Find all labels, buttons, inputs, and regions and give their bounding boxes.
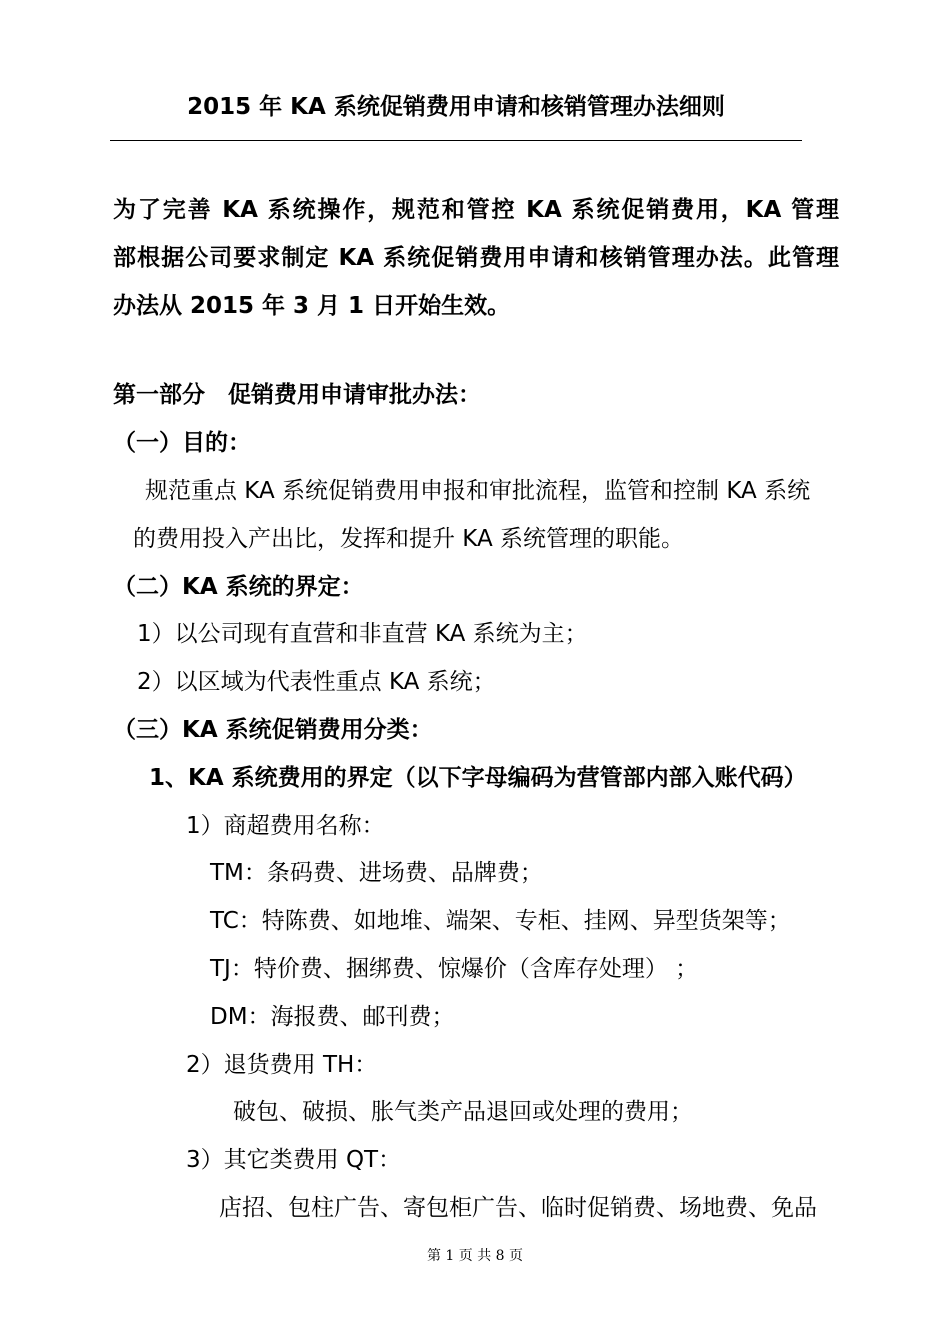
fee-code-tm: TM：条码费、进场费、品牌费；: [210, 860, 543, 886]
section1-body-line-1: 规范重点 KA 系统促销费用申报和审批流程，监管和控制 KA 系统: [145, 478, 811, 504]
fee-code-tj: TJ：特价费、捆绑费、惊爆价（含库存处理） ；: [210, 956, 699, 982]
fee-category-1-label: 1）商超费用名称：: [186, 813, 385, 839]
part1-heading: 第一部分 促销费用申请审批办法：: [113, 382, 481, 408]
section2-item-1: 1）以公司现有直营和非直营 KA 系统为主；: [137, 621, 588, 647]
fee-code-tc: TC：特陈费、如地堆、端架、专柜、挂网、异型货架等；: [210, 908, 791, 934]
section2-item-2: 2）以区域为代表性重点 KA 系统；: [137, 669, 496, 695]
fee-category-3-label: 3）其它类费用 QT：: [186, 1147, 402, 1173]
section2-heading: （二）KA 系统的界定：: [113, 574, 364, 600]
intro-line-1: 为了完善 KA 系统操作，规范和管控 KA 系统促销费用，KA 管理: [113, 197, 839, 223]
page-footer: 第 1 页 共 8 页: [426, 1248, 524, 1264]
fee-code-dm: DM：海报费、邮刊费；: [210, 1004, 455, 1030]
section3-heading: （三）KA 系统促销费用分类：: [113, 717, 433, 743]
section3-sub1-heading: 1、KA 系统费用的界定（以下字母编码为营管部内部入账代码）: [149, 765, 807, 791]
fee-category-2-desc: 破包、破损、胀气类产品退回或处理的费用；: [233, 1099, 693, 1125]
fee-category-3-desc: 店招、包柱广告、寄包柜广告、临时促销费、场地费、免品: [219, 1195, 817, 1221]
section1-body-line-2: 的费用投入产出比，发挥和提升 KA 系统管理的职能。: [133, 526, 685, 552]
fee-category-2-label: 2）退货费用 TH：: [186, 1052, 378, 1078]
section1-heading: （一）目的：: [113, 430, 251, 456]
document-title: 2015 年 KA 系统促销费用申请和核销管理办法细则: [187, 94, 725, 120]
intro-line-3: 办法从 2015 年 3 月 1 日开始生效。: [113, 293, 511, 319]
intro-line-2: 部根据公司要求制定 KA 系统促销费用申请和核销管理办法。此管理: [113, 245, 839, 271]
title-divider: [110, 140, 802, 141]
